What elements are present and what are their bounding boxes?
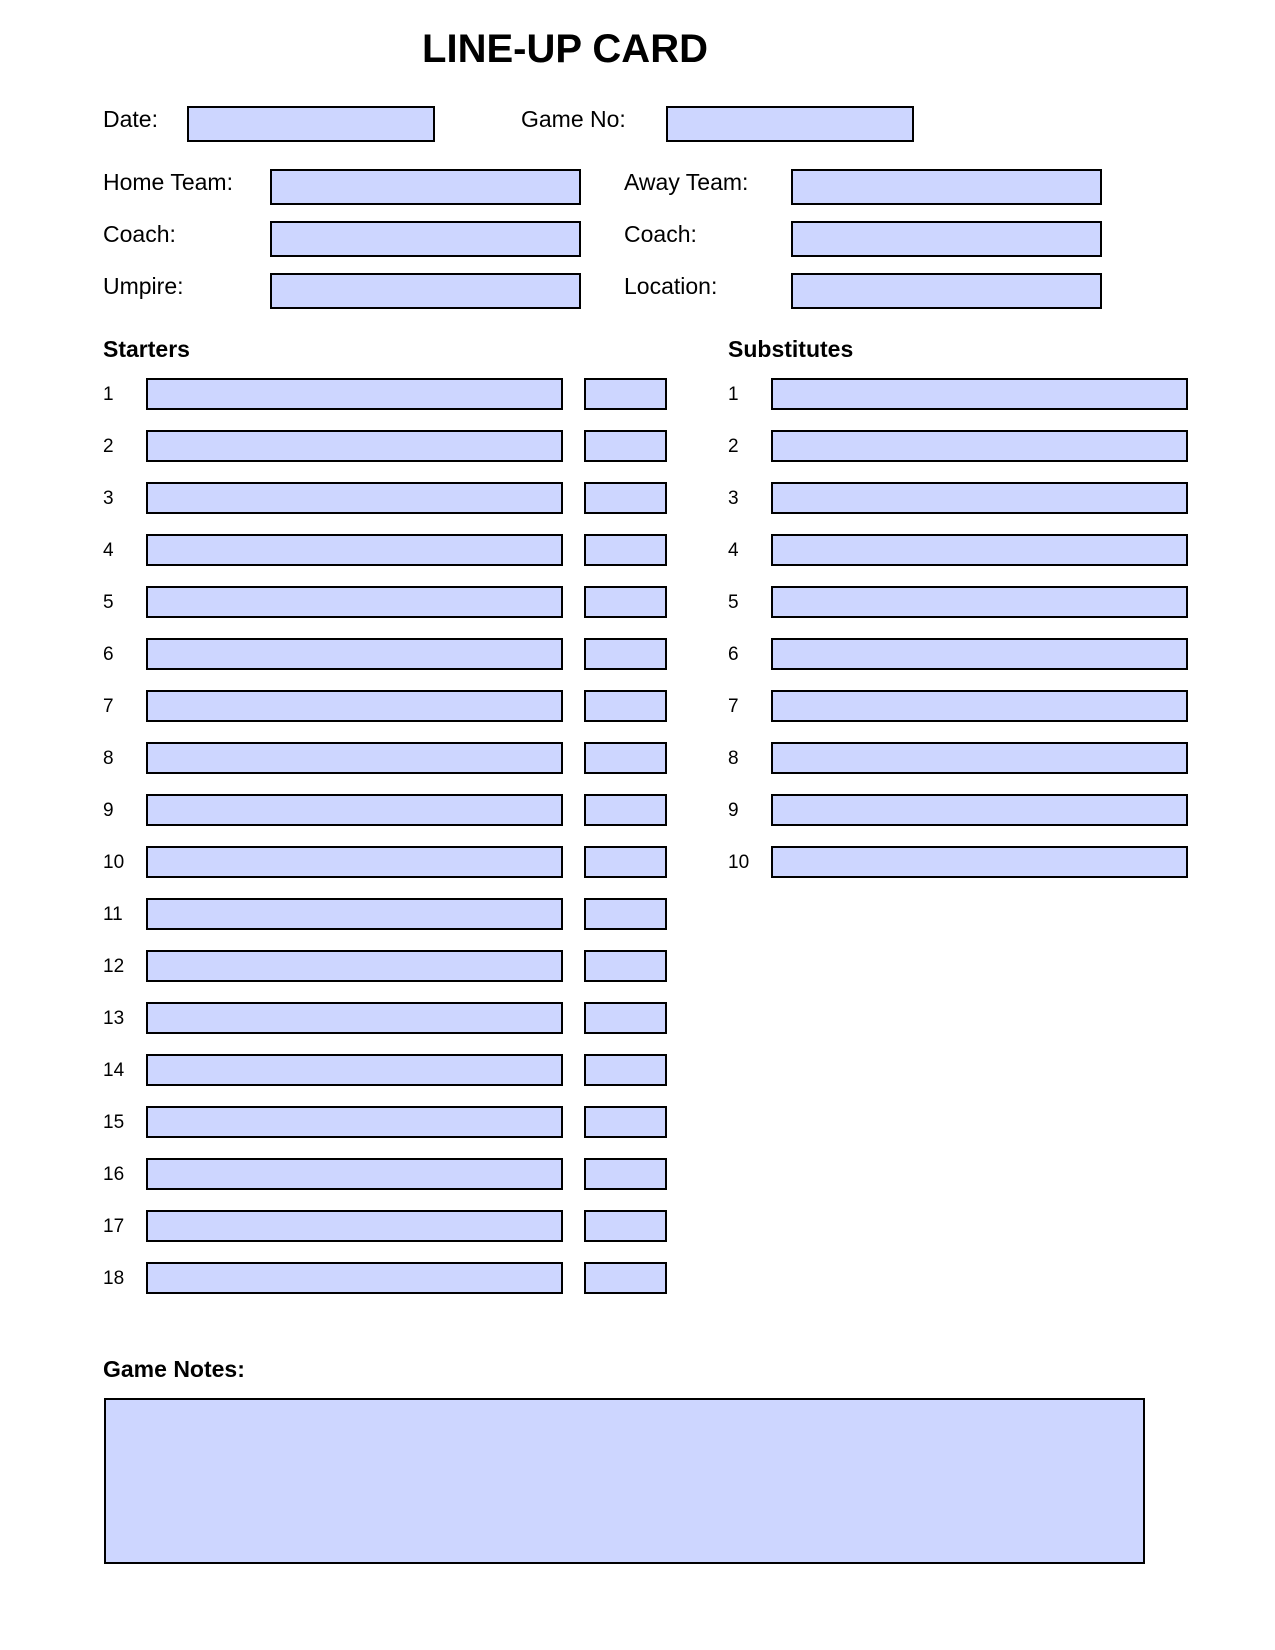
starter-number: 16 [103,1164,125,1185]
game-no-field[interactable] [666,106,914,142]
substitute-name-field[interactable] [771,378,1188,410]
starter-position-field[interactable] [584,1262,667,1294]
starter-position-field[interactable] [584,898,667,930]
substitute-name-field[interactable] [771,586,1188,618]
substitute-name-field[interactable] [771,742,1188,774]
location-field[interactable] [791,273,1102,309]
game-notes-label: Game Notes: [103,1356,245,1382]
starter-name-field[interactable] [146,1002,563,1034]
starter-position-field[interactable] [584,430,667,462]
substitute-number: 10 [728,852,750,873]
substitute-number: 8 [728,748,739,769]
starter-position-field[interactable] [584,1106,667,1138]
substitute-number: 2 [728,436,739,457]
substitute-name-field[interactable] [771,794,1188,826]
starter-number: 2 [103,436,114,457]
starter-position-field[interactable] [584,378,667,410]
starter-position-field[interactable] [584,482,667,514]
starter-position-field[interactable] [584,1002,667,1034]
starter-name-field[interactable] [146,898,563,930]
substitute-number: 5 [728,592,739,613]
starter-number: 6 [103,644,114,665]
starter-position-field[interactable] [584,794,667,826]
game-notes-field[interactable] [104,1398,1145,1564]
starter-name-field[interactable] [146,482,563,514]
starter-number: 5 [103,592,114,613]
starter-number: 7 [103,696,114,717]
away-team-label: Away Team: [624,169,749,195]
home-coach-field[interactable] [270,221,581,257]
page-title: LINE-UP CARD [422,27,708,71]
substitute-number: 3 [728,488,739,509]
starter-number: 18 [103,1268,125,1289]
substitute-number: 9 [728,800,739,821]
location-label: Location: [624,273,718,299]
starter-name-field[interactable] [146,690,563,722]
substitute-number: 1 [728,384,739,405]
starter-name-field[interactable] [146,950,563,982]
starter-name-field[interactable] [146,586,563,618]
substitute-number: 6 [728,644,739,665]
substitute-name-field[interactable] [771,482,1188,514]
starter-position-field[interactable] [584,950,667,982]
home-coach-label: Coach: [103,221,176,247]
starter-name-field[interactable] [146,638,563,670]
substitutes-heading: Substitutes [728,336,854,362]
starter-name-field[interactable] [146,1158,563,1190]
substitute-name-field[interactable] [771,534,1188,566]
starter-name-field[interactable] [146,1054,563,1086]
starter-position-field[interactable] [584,1054,667,1086]
starter-number: 10 [103,852,125,873]
substitute-number: 7 [728,696,739,717]
substitute-number: 4 [728,540,739,561]
starter-name-field[interactable] [146,1210,563,1242]
home-team-label: Home Team: [103,169,233,195]
substitute-name-field[interactable] [771,690,1188,722]
away-coach-label: Coach: [624,221,697,247]
starter-number: 13 [103,1008,125,1029]
starter-number: 15 [103,1112,125,1133]
starter-number: 11 [103,904,123,925]
starter-name-field[interactable] [146,1262,563,1294]
starter-name-field[interactable] [146,846,563,878]
umpire-field[interactable] [270,273,581,309]
date-label: Date: [103,106,158,132]
starter-position-field[interactable] [584,846,667,878]
umpire-label: Umpire: [103,273,184,299]
starter-number: 8 [103,748,114,769]
starter-number: 1 [103,384,114,405]
game-no-label: Game No: [521,106,626,132]
starter-position-field[interactable] [584,586,667,618]
starter-number: 12 [103,956,125,977]
substitute-name-field[interactable] [771,430,1188,462]
starter-position-field[interactable] [584,742,667,774]
away-team-field[interactable] [791,169,1102,205]
substitute-name-field[interactable] [771,638,1188,670]
home-team-field[interactable] [270,169,581,205]
starter-name-field[interactable] [146,378,563,410]
starter-number: 14 [103,1060,125,1081]
starter-position-field[interactable] [584,690,667,722]
starter-number: 4 [103,540,114,561]
starter-name-field[interactable] [146,534,563,566]
date-field[interactable] [187,106,435,142]
starter-name-field[interactable] [146,1106,563,1138]
away-coach-field[interactable] [791,221,1102,257]
starter-number: 9 [103,800,114,821]
starter-position-field[interactable] [584,1158,667,1190]
starter-number: 17 [103,1216,125,1237]
starter-number: 3 [103,488,114,509]
substitute-name-field[interactable] [771,846,1188,878]
starter-position-field[interactable] [584,1210,667,1242]
starters-heading: Starters [103,336,190,362]
starter-name-field[interactable] [146,794,563,826]
starter-name-field[interactable] [146,430,563,462]
starter-position-field[interactable] [584,638,667,670]
starter-position-field[interactable] [584,534,667,566]
starter-name-field[interactable] [146,742,563,774]
